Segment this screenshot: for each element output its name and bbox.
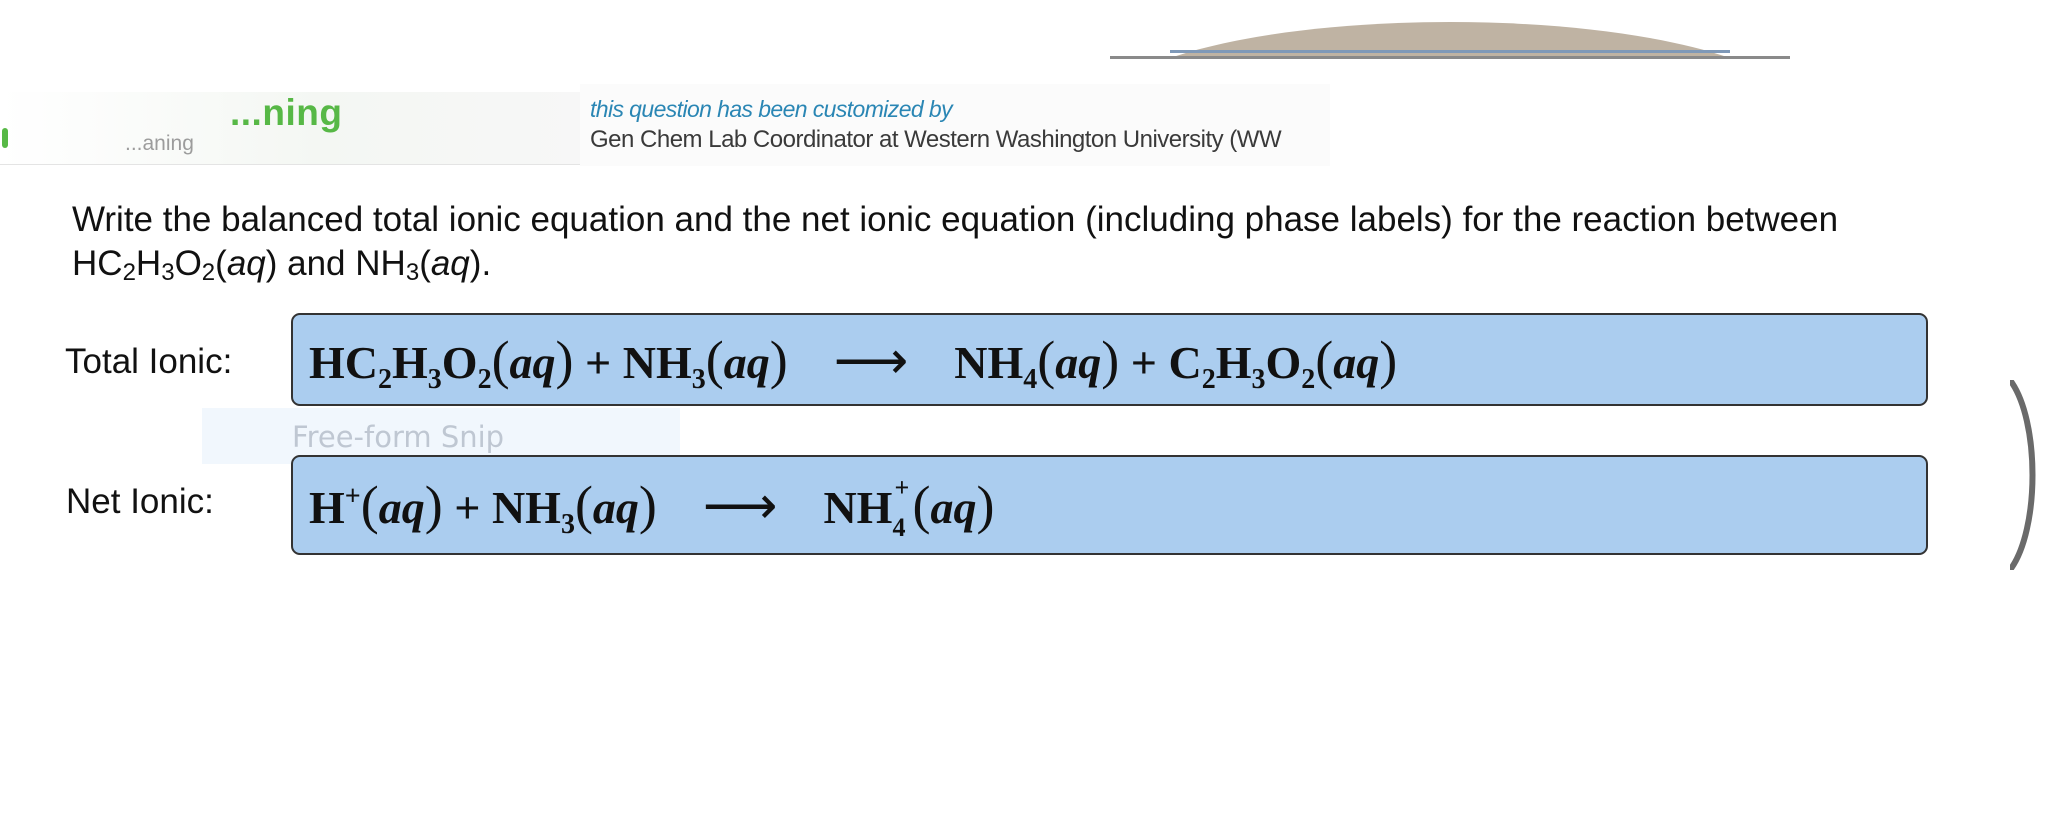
total-rhs-phase2: aq xyxy=(1333,336,1380,388)
logo-accent-icon xyxy=(2,128,8,148)
net-ionic-answer-box[interactable] xyxy=(291,455,1928,555)
net-lhs-plus: + xyxy=(454,482,481,533)
total-lhs-species1: $HC_2H_3O_2$ xyxy=(309,336,492,395)
net-rhs-phase1: aq xyxy=(930,482,977,533)
net-reaction-arrow-icon: ⟶ xyxy=(702,478,778,535)
logo-sub-text: ...aning xyxy=(125,132,194,155)
total-lhs-species2: $NH_3$ xyxy=(622,336,706,395)
total-reaction-arrow-icon: ⟶ xyxy=(833,332,909,390)
total-lhs-phase2: aq xyxy=(723,336,770,388)
customized-by-box xyxy=(580,84,1330,166)
question-end: . xyxy=(481,244,492,283)
free-form-snip-text: Free-form Snip xyxy=(292,420,505,454)
logo-area xyxy=(0,92,580,165)
decorative-right-curve xyxy=(2010,380,2046,570)
total-lhs-plus: + xyxy=(585,336,612,388)
total-ionic-label: Total Ionic: xyxy=(65,342,233,381)
net-ionic-equation: $H^+(aq) + NH_3(aq)$ ⟶ NH + 4 (aq) xyxy=(309,473,995,542)
question-reactant1: $HC_2H_3O_2(aq)$ xyxy=(72,244,278,286)
total-lhs-phase1: aq xyxy=(509,336,556,388)
logo-main-text: ...ning xyxy=(230,92,343,133)
net-lhs-phase2: aq xyxy=(592,482,639,533)
question-text xyxy=(72,198,1972,286)
net-ionic-label: Net Ionic: xyxy=(66,482,214,521)
total-rhs-species2: $C_2H_3O_2$ xyxy=(1168,336,1316,395)
net-lhs-phase1: aq xyxy=(378,482,425,533)
customized-label: this question has been customized by xyxy=(590,96,952,122)
total-rhs-phase1: aq xyxy=(1055,336,1102,388)
total-ionic-answer-box[interactable] xyxy=(291,313,1928,406)
net-lhs-species2: $NH_3$ xyxy=(491,482,575,540)
question-and: and xyxy=(277,244,356,283)
decorative-top-shape xyxy=(1110,0,1790,62)
question-part1: Write the balanced total ionic equation and the net ionic equation (including phase labels) for the reaction between xyxy=(72,200,1839,239)
customized-by-text: Gen Chem Lab Coordinator at Western Washington University (WW xyxy=(590,126,1282,153)
total-ionic-equation: $HC_2H_3O_2(aq) + NH_3(aq)$ ⟶ $NH_4(aq) + C_2H_3O_2(aq)$ xyxy=(309,329,1398,395)
net-rhs-species1: NH + 4 xyxy=(823,473,910,542)
net-lhs-species1: H+ xyxy=(309,481,361,533)
total-rhs-plus: + xyxy=(1130,336,1157,388)
question-reactant2: $NH_3(aq)$ xyxy=(355,244,482,286)
total-rhs-species1: $NH_4$ xyxy=(954,336,1038,395)
